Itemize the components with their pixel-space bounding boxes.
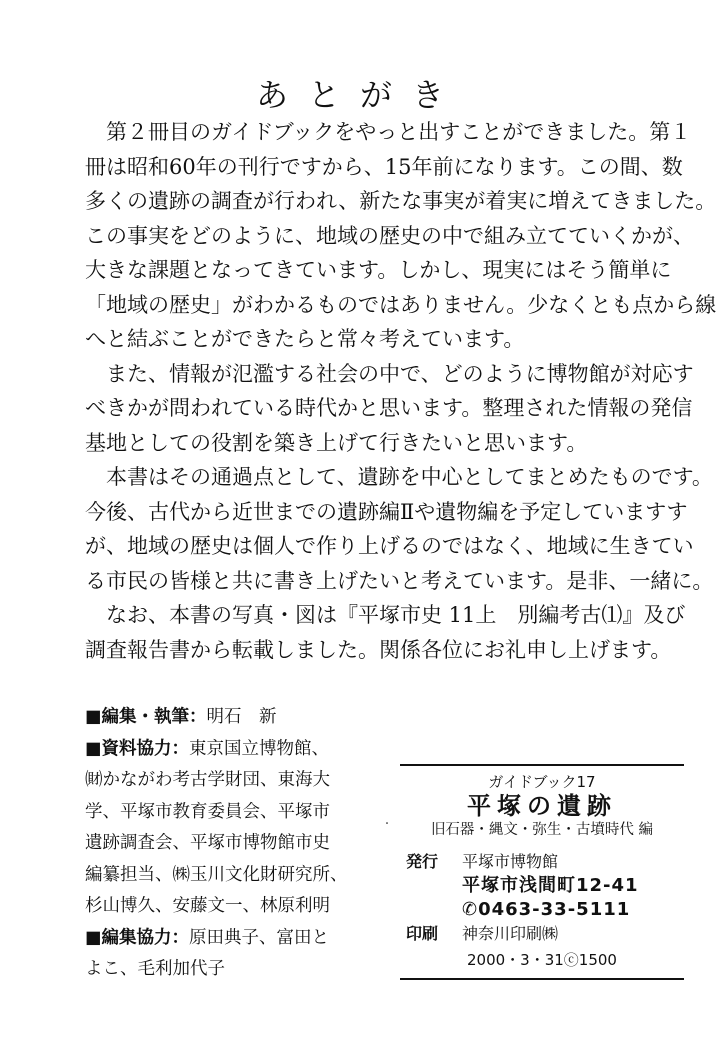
credit-coop xyxy=(85,923,385,955)
credit-line: ㈶かながわ考古学財団、東海大 xyxy=(85,770,330,790)
body-line: 「地域の歴史」がわかるものではありません。少なくとも点から線 xyxy=(85,292,717,317)
body-line: 第２冊目のガイドブックをやっと出すことができました。第１ xyxy=(85,120,692,144)
body-line: なお、本書の写真・図は『平塚市史 11上 別編考古⑴』及び xyxy=(85,603,686,627)
body-line: べきかが問われている時代かと思います。整理された情報の発信 xyxy=(85,396,693,420)
credit-line: 編纂担当、㈱玉川文化財研究所、 xyxy=(85,864,348,885)
book-title: 平塚の遺跡 xyxy=(467,792,617,820)
address-row xyxy=(400,874,684,898)
dot-mark: ・ xyxy=(382,819,392,830)
publisher-address: 平塚市浅間町12-41 xyxy=(462,875,639,896)
printer-name: 神奈川印刷㈱ xyxy=(462,924,559,943)
body-line: 多くの遺跡の調査が行われ、新たな事実が着実に増えてきました。 xyxy=(85,189,717,213)
book-subtitle: 旧石器・縄文・弥生・古墳時代 編 xyxy=(430,822,654,838)
body-line: る市民の皆様と共に書き上げたいと考えています。是非、一緒に。 xyxy=(85,568,714,593)
printer-row xyxy=(400,922,684,946)
publisher-name: 平塚市博物館 xyxy=(462,852,559,871)
credit-value: 原田典子、富田と xyxy=(189,927,330,948)
credit-line: よこ、毛利加代子 xyxy=(85,959,225,979)
credit-editor xyxy=(85,702,385,734)
publisher-label: 発行 xyxy=(406,852,439,871)
body-line: 今後、古代から近世までの遺跡編Ⅱや遺物編を予定していますす xyxy=(85,499,688,524)
afterword-body xyxy=(85,115,717,667)
body-line: 基地としての役割を築き上げて行きたいと思います。 xyxy=(85,430,588,455)
credit-materials xyxy=(85,734,385,766)
credit-line: 学、平塚市教育委員会、平塚市 xyxy=(85,801,330,822)
body-line: 大きな課題となってきています。しかし、現実にはそう簡単に xyxy=(85,258,672,282)
publisher-phone: ✆0463-33-5111 xyxy=(462,899,631,920)
body-line: へと結ぶことができたらと常々考えています。 xyxy=(85,327,525,351)
page-title: あとがき xyxy=(255,76,464,114)
publication-date: 2000・3・31ⓒ1500 xyxy=(467,951,617,969)
body-line: この事実をどのように、地域の歴史の中で組み立てていくかが、 xyxy=(85,223,694,248)
body-line: 調査報告書から転載しました。関係各位にお礼申し上げます。 xyxy=(85,637,672,662)
credit-line: 杉山博久、安藤文一、林原利明 xyxy=(85,896,330,916)
printer-label: 印刷 xyxy=(406,924,439,943)
credit-value: 明石 新 xyxy=(206,707,277,727)
credit-label: ■編集・執筆： xyxy=(85,707,207,727)
credits-section xyxy=(85,702,385,986)
phone-row xyxy=(400,898,684,922)
credit-value: 東京国立博物館、 xyxy=(189,738,330,759)
credit-label: ■資料協力： xyxy=(85,738,190,759)
credit-line: 遺跡調査会、平塚市博物館市史 xyxy=(85,833,330,853)
body-line: また、情報が氾濫する社会の中で、どのように博物館が対応す xyxy=(85,361,694,386)
body-line: が、地域の歴史は個人で作り上げるのではなく、地域に生きてい xyxy=(85,534,694,558)
body-line: 本書はその通過点として、遺跡を中心としてまとめたものです。 xyxy=(85,465,713,489)
publisher-row xyxy=(400,850,684,874)
body-line: 冊は昭和60年の刊行ですから、15年前になります。この間、数 xyxy=(85,154,683,179)
series-label: ガイドブック17 xyxy=(488,773,596,791)
credit-label: ■編集協力： xyxy=(85,927,190,948)
colophon-box xyxy=(400,764,684,980)
